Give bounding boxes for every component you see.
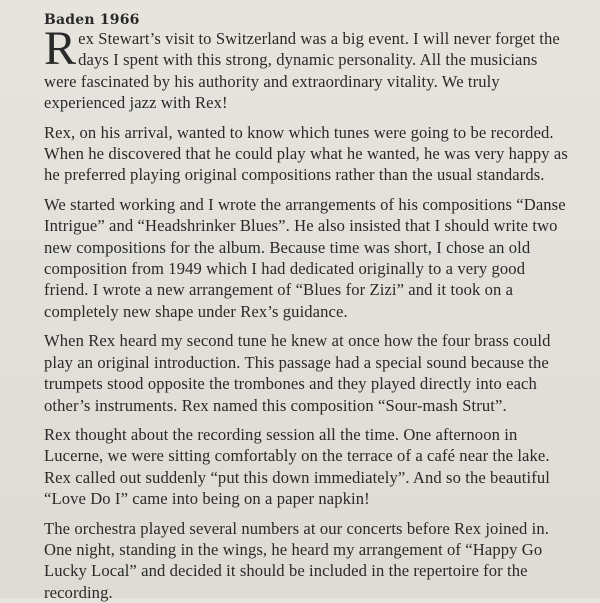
- paragraph-intro-text: ex Stewart’s visit to Switzerland was a big event. I will never forget the days I spent with this strong, dynamic personality. All the musicians were fascinated by his authority and extraordinary vitality. We truly experienced jazz with Rex!: [44, 29, 560, 113]
- paragraph-arrival: Rex, on his arrival, wanted to know which tunes were going to be recorded. When he discovered that he could play what he wanted, he was very happy as he preferred playing original compositions rather than the usual standards.: [44, 122, 568, 185]
- paragraph-orchestra: The orchestra played several numbers at our concerts before Rex joined in. One night, standing in the wings, he heard my arrangement of “Happy Go Lucky Local” and decided it should be included in the repertoire for the recording.: [44, 518, 550, 602]
- paragraph-arrangements: We started working and I wrote the arrangements of his compositions “Danse Intrigue” and “Headshrinker Blues”. He also insisted that I should write two new compositions for the album. Because time was short, I chose an old composition from 1949 which I had dedicated originally to a very good friend. I wrote a new arrangement of “Blues for Zizi” and it took on a completely new shape under Rex’s guidance.: [44, 194, 566, 321]
- paragraph-second-tune: When Rex heard my second tune he knew at once how the four brass could play an original introduction. This passage had a special sound because the trumpets stood opposite the trombones and they played directly into each other’s instruments. Rex named this composition “Sour-mash Strut”.: [44, 331, 551, 415]
- paragraph-intro: [44, 22, 570, 114]
- paragraph-recording-session: Rex thought about the recording session all the time. One afternoon in Lucerne, we were sitting comfortably on the terrace of a café near the lake. Rex called out suddenly “put this down immediately”. And so the beautiful “Love Do I” came into being on a paper napkin!: [44, 424, 550, 509]
- section-heading: Baden 1966: [44, 12, 140, 28]
- drop-cap: R: [44, 22, 77, 75]
